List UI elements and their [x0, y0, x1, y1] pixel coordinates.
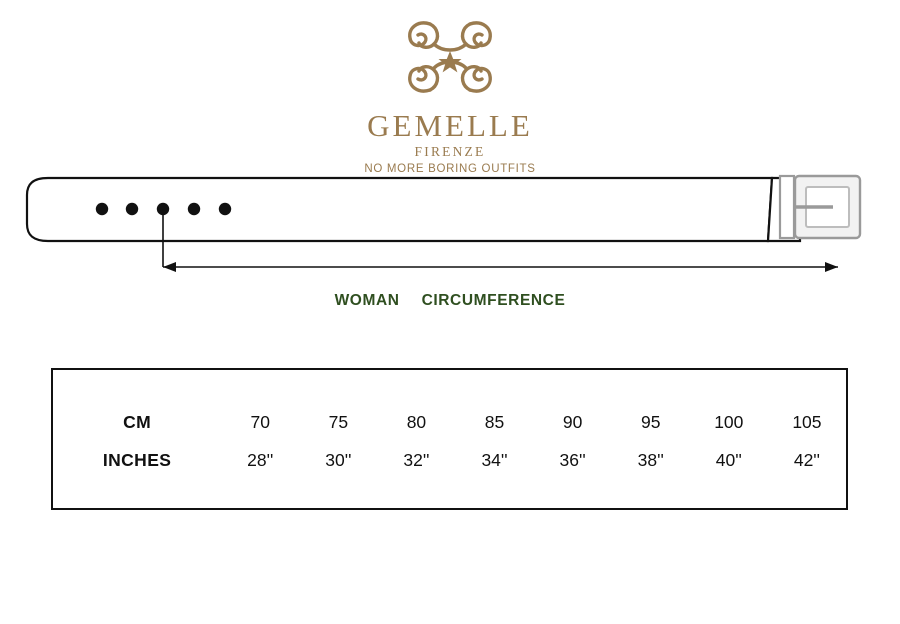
caption-gender: WOMAN [334, 292, 400, 309]
cell-in-7: 42'' [793, 449, 820, 470]
cell-cm-0: 70 [250, 411, 270, 432]
brand-header [0, 8, 900, 175]
belt-strap [27, 178, 772, 241]
cell-in-1: 30'' [325, 449, 352, 470]
cell-cm-1: 75 [328, 411, 349, 432]
cell-in-6: 40'' [715, 449, 742, 470]
cell-cm-5: 95 [640, 411, 661, 432]
cell-in-5: 38'' [637, 449, 664, 470]
row-label-cm: CM [123, 411, 152, 432]
cell-cm-3: 85 [484, 411, 505, 432]
cell-cm-6: 100 [714, 411, 744, 432]
size-chart-table [51, 368, 848, 510]
table-spacer-row [53, 370, 846, 403]
measurement-caption [0, 292, 900, 310]
cell-cm-7: 105 [792, 411, 822, 432]
table-spacer-row [53, 479, 846, 512]
cell-cm-4: 90 [562, 411, 583, 432]
cell-in-4: 36'' [559, 449, 586, 470]
gemelle-monogram-icon [390, 8, 510, 108]
caption-measure: CIRCUMFERENCE [421, 292, 566, 309]
belt-keeper-loop [780, 176, 794, 238]
cell-in-2: 32'' [403, 449, 430, 470]
table-row [53, 441, 846, 479]
cell-in-3: 34'' [481, 449, 508, 470]
cell-cm-2: 80 [406, 411, 427, 432]
belt-illustration [0, 170, 900, 290]
brand-tagline: NO MORE BORING OUTFITS [364, 162, 536, 175]
table-row [53, 403, 846, 441]
belt-with-buckle-icon [0, 170, 900, 290]
row-label-inches: INCHES [102, 449, 172, 470]
brand-name: GEMELLE [367, 108, 533, 143]
cell-in-0: 28'' [247, 449, 274, 470]
brand-city: FIRENZE [414, 143, 486, 159]
